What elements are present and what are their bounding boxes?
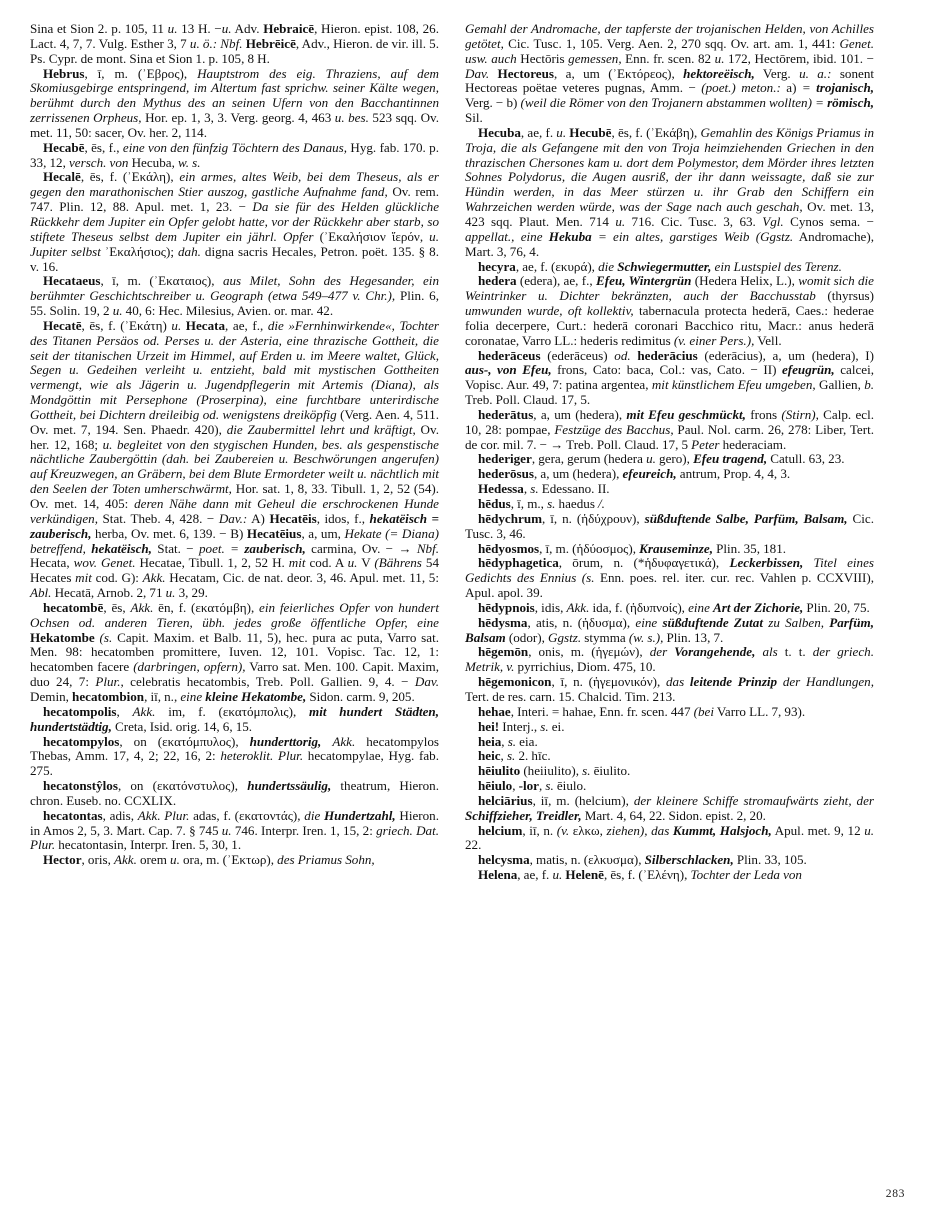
dictionary-entry: hecatompolis, Akk. im, f. (εκατόμπολις), mit hundert Städten, hundertstädtig, Creta, Isid. orig. 14, 6, 15. — [30, 703, 439, 734]
dictionary-entry: hecatompylos, on (εκατόμπυλος), hunderttorig, Akk. hecatompylos Thebas, Amm. 17, 4, 2; 22, 16, 2: heteroklit. Plur. hecatompylae, Hyg. fab. 275. — [30, 733, 439, 779]
page-number: 283 — [885, 1187, 905, 1200]
dictionary-entry: Hecabē, ēs, f., eine von den fünfzig Töchtern des Danaus, Hyg. fab. 170. p. 33, 12, versch. von Hecuba, w. s. — [30, 139, 439, 170]
dictionary-entry: hecatonstŷlos, on (εκατόνστυλος), hundertssäulig, theatrum, Hieron. chron. Euseb. no. CCXLIX. — [30, 778, 440, 808]
dictionary-entry: hederāceus (ederāceus) od. hederācius (ederācius), a, um (hedera), I) aus-, von Efeu, frons, Cato: baca, Col.: vas, Cato. − II) efeugrün, calcei, Vopisc. Aur. 49, 7: patina argentea, mit künstlichem Efeu umgeben, Gallien, b. Treb. Poll. Claud. 17, 5. — [465, 347, 875, 408]
dictionary-entry: hēgemōn, onis, m. (ἡγεμών), der Vorangehende, als t. t. der griech. Metrik, v. pyrrichius, Diom. 475, 10. — [465, 644, 874, 675]
dictionary-entry: hēdypnois, idis, Akk. ida, f. (ἡδυπνοίς), eine Art der Zichorie, Plin. 20, 75. — [478, 599, 870, 615]
dictionary-entry: Hebrus, ī, m. (ʾΕβρος), Hauptstrom des eig. Thraziens, auf dem Skomiusgebirge entspringend, im Altertum fast sprichw. seiner Kälte wegen, berühmt durch den Mythus des an seinen Ufern von den Bacchantinnen zerrissenen Orpheus, Hor. ep. 1, 3, 3. Verg. georg. 4, 463 u. bes. 523 sqq. Ov. met. 11, 50: sacer, Ov. her. 2, 114. — [30, 65, 440, 140]
dictionary-entry: Hedessa, s. Edessano. II. — [478, 481, 610, 497]
dictionary-entry: hēiulito (heiiulito), s. ēiulito. — [478, 763, 631, 779]
dictionary-entry: hederiger, gera, gerum (hedera u. gero), Efeu tragend, Catull. 63, 23. — [478, 451, 845, 467]
dictionary-entry: Hecatē, ēs, f. (ʾΕκάτη) u. Hecata, ae, f., die »Fernhinwirkende«, Tochter des Titanen Persäos od. Perses u. der Asteria, eine thrazische Gottheit, die seit der titanischen Urzeit im Himmel, auf Erden u. im Meere waltet, Glück, Segen u. Gedeihen verleiht u. entzieht, bald mit mystischen Gottheiten vermengt, wie als Jägerin u. Jugendpflegerin mit Artemis (Diana), als Mondgöttin mit Persephone (Proserpina), eine furchtbare unterirdische Gottheit, bei Dichtern dreileibig od. wenigstens dreiköpfig (Verg. Aen. 4, 511. Ov. met. 7, 194. Sen. Phaedr. 420), die Zaubermittel lehrt und kräftigt, Ov. her. 12, 168; u. begleitet von den stygischen Hunden, bes. als gespenstische nächtliche Zaubergöttin (dah. bei Zaubereien u. Beschwörungen angerufen) auf Kreuzwegen, an Gräbern, bei dem Blute Ermordeter weilt u. nächtlich mit den Seelen der Toten umherschwärmt, Hor. sat. 1, 8, 33. Tibull. 1, 2, 52 (54). Ov. met. 14, 405: deren Nähe dann mit Geheul die erschrockenen Hunde verkündigen, Stat. Theb. 4, 428. − Dav.: A) Hecatēis, idos, f., hekatëisch = zauberisch, herba, Ov. met. 6, 139. − B) Hecatēius, a, um, Hekate (= Diana) betreffend, hekatëisch, Stat. − poet. = zauberisch, carmina, Ov. − → Nbf. Hecata, wov. Genet. Hecatae, Tibull. 1, 2, 52 H. mit cod. A u. V (Bährens 54 Hecates mit cod. G): Akk. Hecatam, Cic. de nat. deor. 3, 46. Apul. met. 11, 5: Abl. Hecatā, Arnob. 2, 71 u. 3, 29. — [30, 317, 440, 601]
dictionary-entry: hēdyphagetica, ōrum, n. (*ἡδυφαγετικά), Leckerbissen, Titel eines Gedichts des Ennius (s. Enn. poes. rel. iter. cur. rec. Vahlen p. CCXVIII), Apul. apol. 39. — [465, 555, 874, 601]
dictionary-entry: hei! Interj., s. ei. — [478, 718, 565, 734]
dictionary-entry: hecyra, ae, f. (εκυρά), die Schwiegermutter, ein Lustspiel des Terenz. — [478, 258, 842, 274]
dictionary-entry: hehae, Interi. = hahae, Enn. fr. scen. 447 (bei Varro LL. 7, 93). — [478, 703, 806, 719]
dictionary-entry: hēiulo, -lor, s. ēiulo. — [478, 778, 587, 794]
left-column — [30, 22, 439, 868]
dictionary-entry: Hector, oris, Akk. orem u. ora, m. (ʾΕκτωρ), des Priamus Sohn, — [43, 852, 375, 868]
dictionary-entry: hēdychrum, ī, n. (ἡδύχρουν), süßduftende Salbe, Parfüm, Balsam, Cic. Tusc. 3, 46. — [465, 510, 874, 541]
dictionary-entry: helcysma, matis, n. (ελκυσμα), Silberschlacken, Plin. 33, 105. — [478, 852, 807, 868]
dictionary-entry: heic, s. 2. hīc. — [478, 748, 551, 764]
dictionary-entry: Gemahl der Andromache, der tapferste der trojanischen Helden, von Achilles getötet, Cic. Tusc. 1, 105. Verg. Aen. 2, 270 sqq. Ov. art. am. 1, 441: Genet. usw. auch Hectōris gemessen, Enn. fr. scen. 82 u. 172, Hectōrem, ibid. 101. − Dav. Hectoreus, a, um (ʾΕκτόρεος), hektoreëisch, Verg. u. a.: sonent Hectoreas poëtae veteres pugnas, Amm. − (poet.) meton.: a) = trojanisch, Verg. − b) (weil die Römer von den Trojanern abstammen wollten) = römisch, Sil. — [465, 21, 875, 126]
dictionary-entry: Hecuba, ae, f. u. Hecubē, ēs, f. (ʾΕκάβη), Gemahlin des Königs Priamus in Troja, die als Gefangene mit den von Troja heimziehenden Griechen in den thrazischen Chersones kam u. dort dem Polymestor, dem Mörder ihres letzten Sohnes Polydorus, die Augen ausriß, der ihr dann weissagte, daß sie zur Hündin werden, in das Meer stürzen u. ihr Grab den Schiffern ein Wahrzeichen werden würde, was der Sage nach auch geschah, Ov. met. 13, 423 sqq. Plaut. Men. 714 u. 716. Cic. Tusc. 3, 63. Vgl. Cynos sema. − appellat., eine Hekuba = ein altes, garstiges Weib (Ggstz. Andromache), Mart. 3, 76, 4. — [465, 124, 875, 259]
dictionary-entry: helciārius, iī, m. (helcium), der kleinere Schiffe stromaufwärts zieht, der Schiffzieher, Treidler, Mart. 4, 64, 22. Sidon. epist. 2, 20. — [465, 792, 874, 823]
dictionary-entry: hecatontas, adis, Akk. Plur. adas, f. (εκατοντάς), die Hundertzahl, Hieron. in Amos 2, 5, 3. Mart. Cap. 7. § 745 u. 746. Interpr. Iren. 1, 15, 2: griech. Dat. Plur. hecatontasin, Interpr. Iren. 5, 30, 1. — [30, 807, 439, 853]
dictionary-entry: Hecataeus, ī, m. (ʾΕκαταιος), aus Milet, Sohn des Hegesander, ein berühmter Geschichtschreiber u. Geograph (etwa 549–477 v. Chr.), Plin. 6, 55. Solin. 19, 2 u. 40, 6: Hec. Milesius, Avien. or. mar. 42. — [30, 273, 439, 319]
dictionary-entry: hēgemonicon, ī, n. (ἡγεμονικόν), das leitende Prinzip der Handlungen, Tert. de res. carn. 15. Chalcid. Tim. 213. — [465, 674, 874, 704]
dictionary-entry: hecatombē, ēs, Akk. ēn, f. (εκατόμβη), ein feierliches Opfer von hundert Ochsen od. anderen Tieren, übh. jedes große öffentliche Opfer, eine Hekatombe (s. Capit. Maxim. et Balb. 11, 5), hec. pura ac puta, Varro sat. Men. 98: hecatomben promittere, Iuven. 12, 101. Vopisc. Tac. 12, 1: hecatomben facere (darbringen, opfern), Varro sat. Men. 100. Capit. Maxim, duo 24, 7: Plur., celebratis hecatombis, Treb. Poll. Gallien. 9, 4. − Dav. Demin, hecatombion, iī, n., eine kleine Hekatombe, Sidon. carm. 9, 205. — [30, 599, 440, 704]
dictionary-entry: Helena, ae, f. u. Helenē, ēs, f. (ʾΕλένη), Tochter der Leda von — [478, 867, 802, 883]
dictionary-entry: hedera (edera), ae, f., Efeu, Wintergrün (Hedera Helix, L.), womit sich die Weintrinker u. Dichter bekränzten, auch der Bacchusstab (thyrsus) umwunden wurde, oft kollektiv, tabernacula protecta hederā, Caes.: hederae folia decerpere, Curt.: hederā coronari Bacchico ritu, Macr.: anus hederā coronatae, Varro LL.: hederis redimitus (v. einer Pers.), Vell. — [465, 273, 874, 348]
dictionary-entry: hederātus, a, um (hedera), mit Efeu geschmückt, frons (Stirn), Calp. ecl. 10, 28: pompae, Festzüge des Bacchus, Paul. Nol. carm. 26, 278: Liber, Tert. de cor. mil. 7. − → Treb. Poll. Claud. 17, 5 Peter hederaciam. — [465, 406, 874, 452]
dictionary-entry: hēdysma, atis, n. (ἡδυσμα), eine süßduftende Zutat zu Salben, Parfüm, Balsam (odor), Ggstz. stymma (w. s.), Plin. 13, 7. — [465, 614, 875, 645]
dictionary-entry: hēdyosmos, ī, m. (ἡδύοσμος), Krauseminze, Plin. 35, 181. — [478, 540, 787, 556]
dictionary-entry: Hecalē, ēs, f. (ʾΕκάλη), ein armes, altes Weib, bei dem Theseus, als er gegen den marathonischen Stier auszog, gastliche Aufnahme fand, Ov. rem. 747. Plin. 12, 88. Apul. met. 1, 23. − Da sie für des Helden glückliche Rückkehr dem Jupiter ein Opfer gelobt hatte, vor der Rückkehr aber starb, so stiftete Theseus selbst dem Jupiter ein jährl. Opfer (ʾΕκαλήσιον ἵερόν, u. Jupiter selbst ʾΕκαλήσιος); dah. digna sacris Hecales, Petron. poët. 135. § 8. v. 16. — [30, 169, 440, 274]
dictionary-entry: heia, s. eia. — [478, 733, 538, 749]
dictionary-entry: hēdus, ī, m., s. haedus /. — [478, 496, 605, 511]
two-column-layout — [30, 22, 905, 883]
dictionary-entry: Sina et Sion 2. p. 105, 11 u. 13 H. −u. Adv. Hebraicē, Hieron. epist. 108, 26. Lact. 4, 7, 7. Vulg. Esther 3, 7 u. ö.: Nbf. Hebrēicē, Adv., Hieron. de vir. ill. 5. Ps. Cypr. de mont. Sina et Sion 1. p. 105, 8 H. — [30, 21, 440, 66]
dictionary-entry: hederōsus, a, um (hedera), efeureich, antrum, Prop. 4, 4, 3. — [478, 466, 791, 482]
right-column — [465, 22, 874, 883]
dictionary-entry: helcium, iī, n. (v. ελκω, ziehen), das Kummt, Halsjoch, Apul. met. 9, 12 u. 22. — [465, 822, 875, 853]
